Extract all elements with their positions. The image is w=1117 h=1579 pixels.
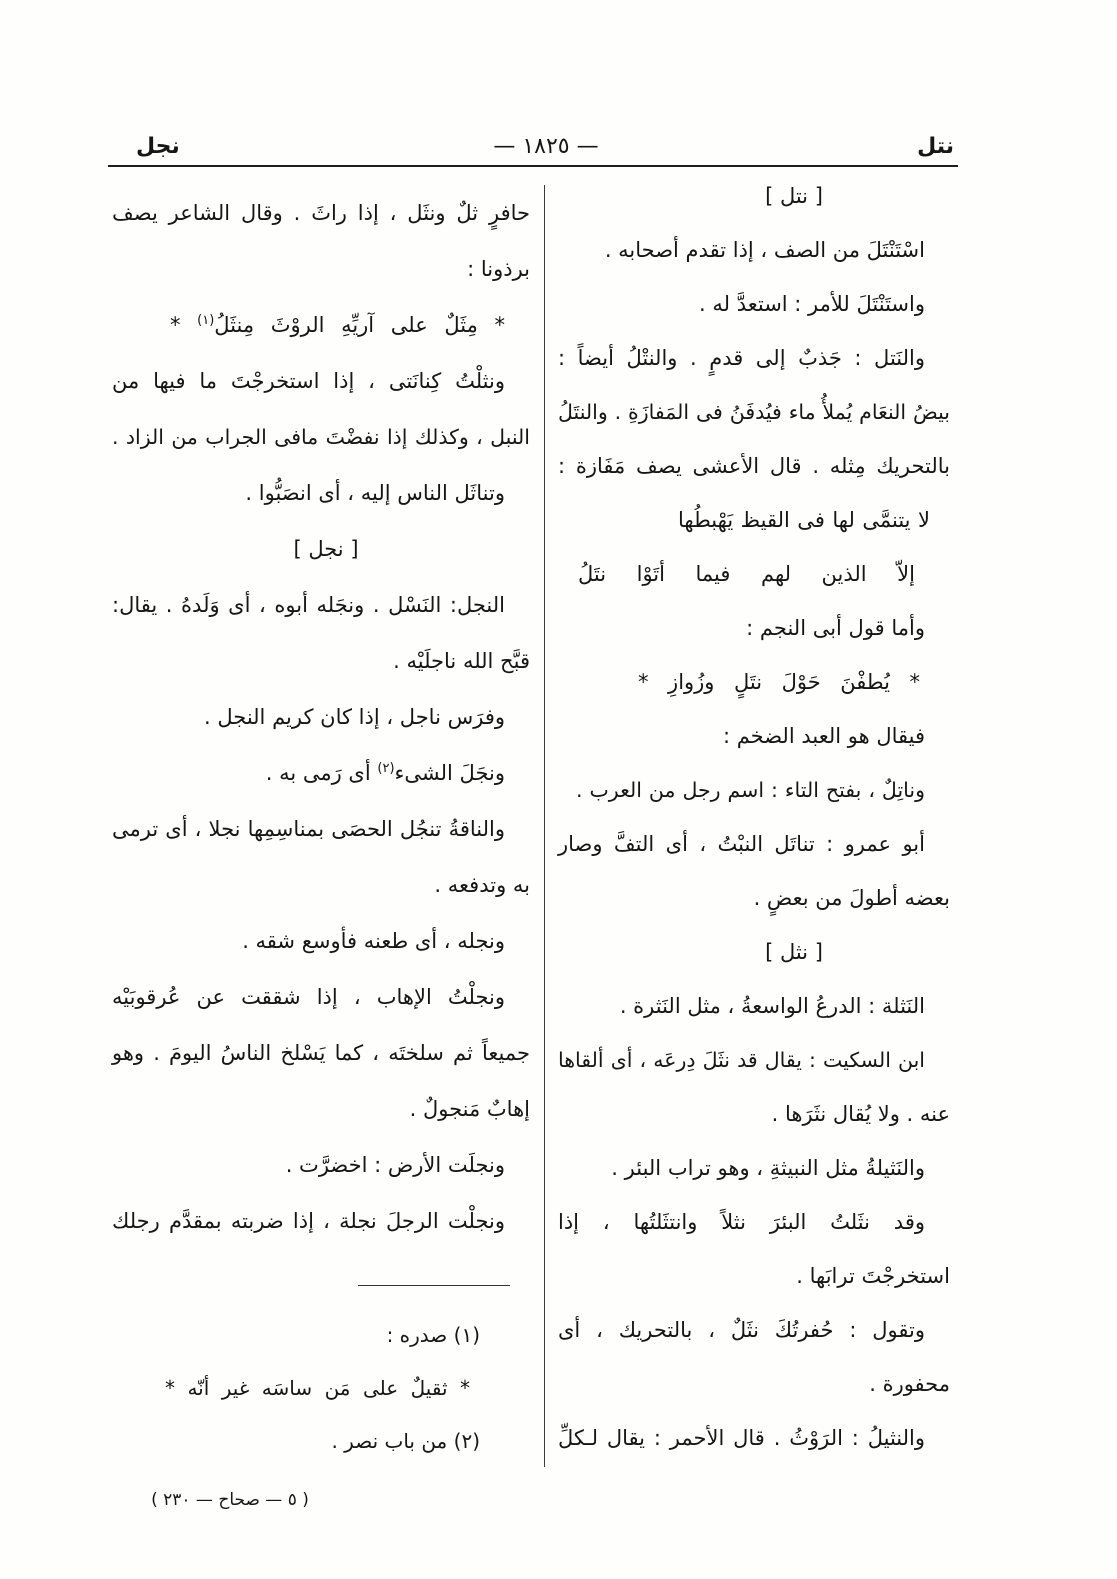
entry-line (112, 745, 530, 801)
sheet-signature: ( ٥ — صحاح — ٢٣٠ ) (151, 1490, 309, 1510)
header-rule (108, 165, 958, 167)
footnote-line: (٢) من باب نصر . (331, 1429, 480, 1453)
entry-text-tail: أى رَمى به . (265, 761, 378, 785)
entry-line: ابن السكيت : يقال قد نثَلَ دِرعَه ، أى ألقاها (558, 1048, 925, 1072)
left-column (112, 185, 530, 1249)
entry-heading: [ نتل ] (765, 184, 823, 208)
entry-line: والنَثيلةُ مثل النبيثةِ ، وهو تراب البئر . (611, 1156, 925, 1180)
footnote-marker: (١) (197, 313, 215, 328)
entry-line: اسْتَنْتَلَ من الصف ، إذا تقدم أصحابه . (604, 238, 925, 262)
entry-heading: [ نجل ] (293, 537, 359, 561)
page-number: — ١٨٢٥ — (493, 134, 599, 159)
footnote-line: (١) صدره : (386, 1323, 480, 1347)
entry-line: بيضُ النعَام يُملأُ ماء فيُدفَنُ فى المَفازَةِ . والنتَلُ (558, 400, 950, 424)
verse-line: * يُطفْنَ حَوْلَ نتَلٍ وزُوازِ * (638, 670, 920, 694)
entry-line: والنثيلُ : الرَوْثُ . قال الأحمر : يقال لـكلِّ (558, 1426, 925, 1450)
entry-line: والنَتل : جَذبٌ إلى قدمٍ . والنتْلُ أيضاً : (558, 346, 925, 370)
entry-line: فيقال هو العبد الضخم : (722, 724, 925, 748)
entry-line: حافرٍ ثلٌ ونثَل ، إذا راثَ . وقال الشاعر يصف (112, 201, 530, 225)
entry-line: واستَنْتَلَ للأمر : استعدَّ له . (699, 292, 925, 316)
entry-line: النبل ، وكذلك إذا نفضْتَ مافى الجراب من الزاد . (112, 425, 530, 449)
verse-line (112, 297, 530, 353)
footnotes (112, 1309, 530, 1468)
entry-line: النجل: النَسْل . ونجَله أبوه ، أى وَلَدهُ . يقال: (112, 593, 505, 617)
footnote-separator (358, 1285, 510, 1286)
entry-line: برذونا : (467, 257, 530, 281)
entry-line: قبَّح الله ناجلَيْه . (393, 649, 530, 673)
entry-line: بعضه أطولَ من بعضٍ . (753, 886, 950, 910)
entry-line: عنه . ولا يُقال نثَرَها . (771, 1102, 950, 1126)
entry-line: به وتدفعه . (434, 873, 530, 897)
entry-line: ونجلَت الأرض : اخضرَّت . (285, 1153, 505, 1177)
entry-line: النَثلة : الدرعُ الواسعةُ ، مثل النَثرة . (619, 994, 925, 1018)
entry-line: ونجلْتُ الإهاب ، إذا شققت عن عُرقوبَيْه (112, 985, 505, 1009)
entry-line: بالتحريك مِثله . قال الأعشى يصف مَفَازة : (558, 454, 950, 478)
entry-line: وتناثَل الناس إليه ، أى انصَبُّوا . (245, 481, 505, 505)
entry-text: ونجَلَ الشىء (394, 761, 505, 785)
entry-line: وقد نثَلتُ البئرَ نثلاً وانتثَلتُها ، إذا (558, 1210, 925, 1234)
right-column (558, 169, 950, 1465)
verse-tail: * (170, 313, 198, 337)
entry-line: جميعاً ثم سلختَه ، كما يَسْلخ الناسُ اليومَ . وهو (112, 1041, 530, 1065)
running-headword-right: نتل (917, 134, 954, 159)
entry-line: وتقول : حُفرتُكَ نثَلٌ ، بالتحريك ، أى (558, 1318, 925, 1342)
entry-line: أبو عمرو : تناتَل النبْتُ ، أى التفَّ وصار (558, 832, 925, 856)
footnote-marker: (٢) (377, 761, 395, 776)
entry-line: وناتِلٌ ، بفتح التاء : اسم رجل من العرب . (576, 778, 925, 802)
entry-line: استخرجْتَ ترابَها . (796, 1264, 950, 1288)
entry-line: ونثلْتُ كِنانَتى ، إذا استخرجْتَ ما فيها من (112, 369, 505, 393)
entry-line: وأما قول أبى النجم : (746, 616, 925, 640)
entry-heading: [ نثل ] (765, 940, 823, 964)
entry-line: وفرَس ناجل ، إذا كان كريم النجل . (204, 705, 505, 729)
verse-line: لا يتنمَّى لها فى القيظ يَهْبطُها (678, 508, 930, 532)
entry-line: محفورة . (869, 1372, 950, 1396)
running-headword-left: نجل (136, 134, 180, 159)
entry-line: إهابٌ مَنجولٌ . (409, 1097, 530, 1121)
column-divider (544, 185, 545, 1467)
entry-line: ونجلْت الرجلَ نجلة ، إذا ضربته بمقدَّم رجلك (112, 1209, 505, 1233)
verse-line: إلاّ الذين لهم فيما أتَوْا نتَلُ (578, 562, 915, 586)
verse-text: * مِثَلٌ على آريِّهِ الروْثَ مِنثَلُ (214, 313, 505, 337)
entry-line: والناقةُ تنجُل الحصَى بمناسِمِها نجلا ، أى ترمى (112, 817, 505, 841)
entry-line: ونجله ، أى طعنه فأوسع شقه . (242, 929, 505, 953)
footnote-verse: * ثقيلٌ على مَن ساسَه غير أنّه * (165, 1376, 470, 1400)
